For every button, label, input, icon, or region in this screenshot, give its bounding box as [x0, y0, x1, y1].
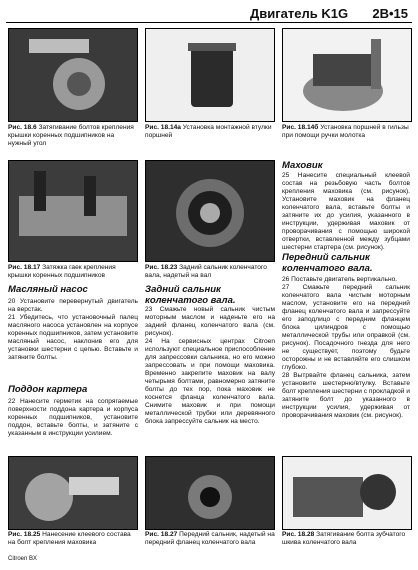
text-peredniy-salnik: 26 Поставьте двигатель вертикально. 27 Смажьте передний сальник коленчатого вала чистым моторным маслом, установите его на передний фланец коленчатого вала и запрессуйте его заподлицо с передним фланцем блока цилиндров с помощью металлической трубы или оправкой (см. рисунок). Посадочного гнезда для него не существует, поэтому будьте осторожны и не вставляйте его слишком глубоко. 28 Вытрвайте фланец сальника, затем установите шестерню/втулку. Вставьте болт крепления шестерни с прокладкой и затяните болт до указанного в инструкции усилия, удерживая от проворачивания маховик (см. рисунок). — [282, 276, 410, 419]
heading-zadniy-salnik: Задний сальник коленчатого вала. — [145, 284, 236, 306]
caption-fig-18-28: Рис. 18.28 Затягивание болта зубчатого шкива коленчатого вала — [282, 531, 406, 546]
caption-fig-18-14b: Рис. 18.14б Установка поршней в гильзы при помощи ручки молотка — [282, 124, 409, 139]
photo-fig-18-14b — [282, 28, 412, 122]
heading-maslyanyy-nasos: Масляный насос — [8, 284, 88, 295]
footer-text: Citroen BX — [8, 556, 38, 562]
photo-fig-18-25 — [8, 456, 138, 530]
photo-fig-18-6 — [8, 28, 138, 122]
photo-fig-18-23 — [145, 160, 275, 262]
page-number: 2B•15 — [372, 6, 408, 21]
photo-fig-18-14a — [145, 28, 275, 122]
text-zadniy-salnik: 23 Смажьте новый сальник чистым моторным маслом и наденьте его на задний фланец коленчатого вала (см. рисунок). 24 На сервисных центрах Citroen используют специальное приспособление для запрессовки сальника, но его можно запрессовать и при помощи маховика. Временно закрепите маховик на валу четырьмя болтами, равномерно затяните болты до тех пор, пока маховик не коснется фланца коленчатого вала. Снимите маховик и при помощи металлической трубки или деревянного блока запрессуйте сальник на место. — [145, 306, 275, 425]
heading-peredniy-salnik: Передний сальник коленчатого вала. — [282, 252, 373, 274]
caption-fig-18-17: Рис. 18.17 Затяжка гаек крепления крышки коренных подшипников — [8, 264, 116, 279]
photo-fig-18-27 — [145, 456, 275, 530]
photo-fig-18-28 — [282, 456, 412, 530]
caption-fig-18-25: Рис. 18.25 Нанесение клеевого состава на болт крепления маховика — [8, 531, 131, 546]
caption-fig-18-14a: Рис. 18.14а Установка монтажной втулки поршней — [145, 124, 272, 139]
caption-fig-18-23: Рис. 18.23 Задний сальник коленчатого вала, надетый на вал — [145, 264, 267, 279]
header-rule — [6, 22, 412, 23]
text-poddon-kartera: 22 Нанесите герметик на сопрягаемые поверхности поддона картера и корпуса коренных подшипников, установите поддон, вставьте болты, и затяните с указанным в инструкции усилием. — [8, 398, 138, 437]
caption-fig-18-27: Рис. 18.27 Передний сальник, надетый на передний фланец коленчатого вала — [145, 531, 275, 546]
photo-fig-18-17 — [8, 160, 138, 262]
heading-poddon-kartera: Поддон картера — [8, 384, 88, 395]
running-header-title: Двигатель K1G — [250, 6, 349, 21]
caption-fig-18-6: Рис. 18.6 Затягивание болтов крепления крышки коренных подшипников на нужный угол — [8, 124, 134, 147]
text-maslyanyy-nasos: 20 Установите перевернутый двигатель на верстак. 21 Убедитесь, что установочный палец масляного насоса установлен на корпусе коренных подшипников, затем установите масляный насос, наклонив его для установки шестерни с цепью. Вставьте и затяните болты. — [8, 298, 138, 361]
text-mahovik: 25 Нанесите специальный клеевой состав на резьбовую часть болтов крепления маховика (см. рисунок). Установите маховик на фланец коленчатого вала, вставьте болты и затяните их до усилия, указанного в инструкции, удерживая маховик от проворачивания с помощью широкой отвертки, вставленной между зубцами шестерни стартера (см. рисунок). — [282, 172, 410, 251]
heading-mahovik: Маховик — [282, 160, 323, 171]
